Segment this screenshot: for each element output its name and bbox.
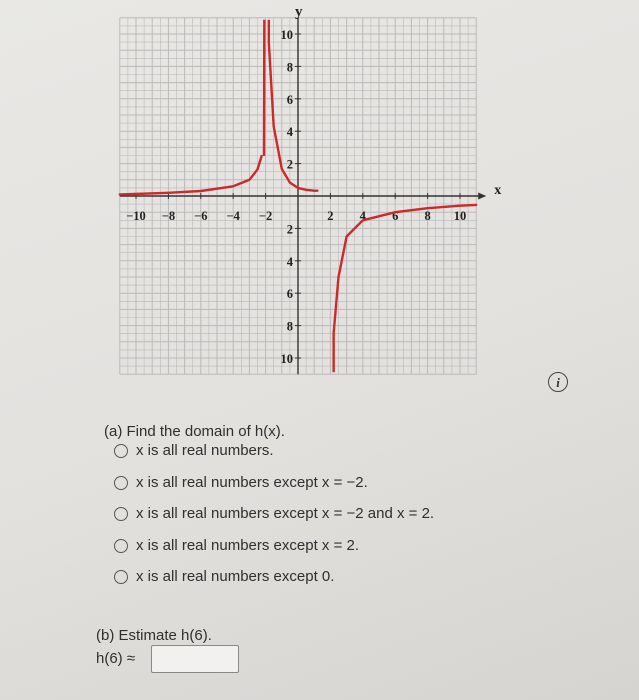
y-tick-label: 10	[280, 28, 293, 42]
option-label: x is all real numbers except 0.	[136, 568, 335, 585]
x-tick-label: −4	[226, 209, 240, 223]
info-icon[interactable]: i	[548, 372, 568, 392]
y-tick-label: 4	[286, 125, 293, 140]
x-tick-label: −6	[194, 209, 208, 223]
part-b-label: (b) Estimate h(6).	[96, 627, 212, 644]
option-4[interactable]	[114, 537, 359, 554]
graph	[118, 0, 530, 390]
option-2[interactable]	[114, 474, 368, 491]
option-1[interactable]	[114, 442, 274, 459]
radio-button[interactable]	[114, 476, 128, 490]
radio-button[interactable]	[114, 507, 128, 521]
part-a-label: (a) Find the domain of h(x).	[104, 423, 285, 440]
x-tick-label: 6	[392, 209, 399, 223]
y-tick-label: 8	[286, 60, 293, 75]
chart-svg	[118, 0, 530, 390]
option-label: x is all real numbers except x = 2.	[136, 537, 360, 554]
x-tick-label: −8	[161, 209, 176, 223]
y-tick-label: 2	[286, 222, 293, 237]
x-tick-label: −10	[126, 209, 146, 223]
option-3[interactable]	[114, 505, 434, 522]
x-axis-arrow	[478, 193, 486, 200]
x-axis-label: x	[494, 183, 502, 198]
x-tick-label: 10	[453, 209, 467, 223]
curve-left-branch	[120, 156, 262, 195]
h6-answer-input[interactable]	[151, 645, 239, 673]
part-b-prompt: h(6) ≈	[96, 650, 136, 667]
y-tick-label: 8	[286, 319, 293, 334]
y-tick-label: 2	[286, 157, 293, 172]
option-label: x is all real numbers except x = −2.	[136, 474, 368, 491]
option-5[interactable]	[114, 568, 334, 585]
y-axis-label: y	[295, 4, 303, 20]
x-tick-label: 4	[359, 209, 366, 223]
x-tick-label: −2	[258, 209, 273, 223]
option-label: x is all real numbers.	[136, 442, 274, 459]
y-tick-label: 10	[280, 352, 293, 366]
option-label: x is all real numbers except x = −2 and x = 2.	[136, 505, 435, 522]
x-tick-label: 2	[327, 209, 334, 223]
radio-button[interactable]	[114, 539, 128, 553]
x-tick-label: 8	[424, 209, 431, 223]
radio-button[interactable]	[114, 570, 128, 584]
y-tick-label: 6	[286, 92, 293, 107]
y-tick-label: 6	[286, 287, 293, 302]
radio-button[interactable]	[114, 444, 128, 458]
y-tick-label: 4	[286, 254, 293, 269]
curve-middle-branch	[269, 42, 318, 191]
